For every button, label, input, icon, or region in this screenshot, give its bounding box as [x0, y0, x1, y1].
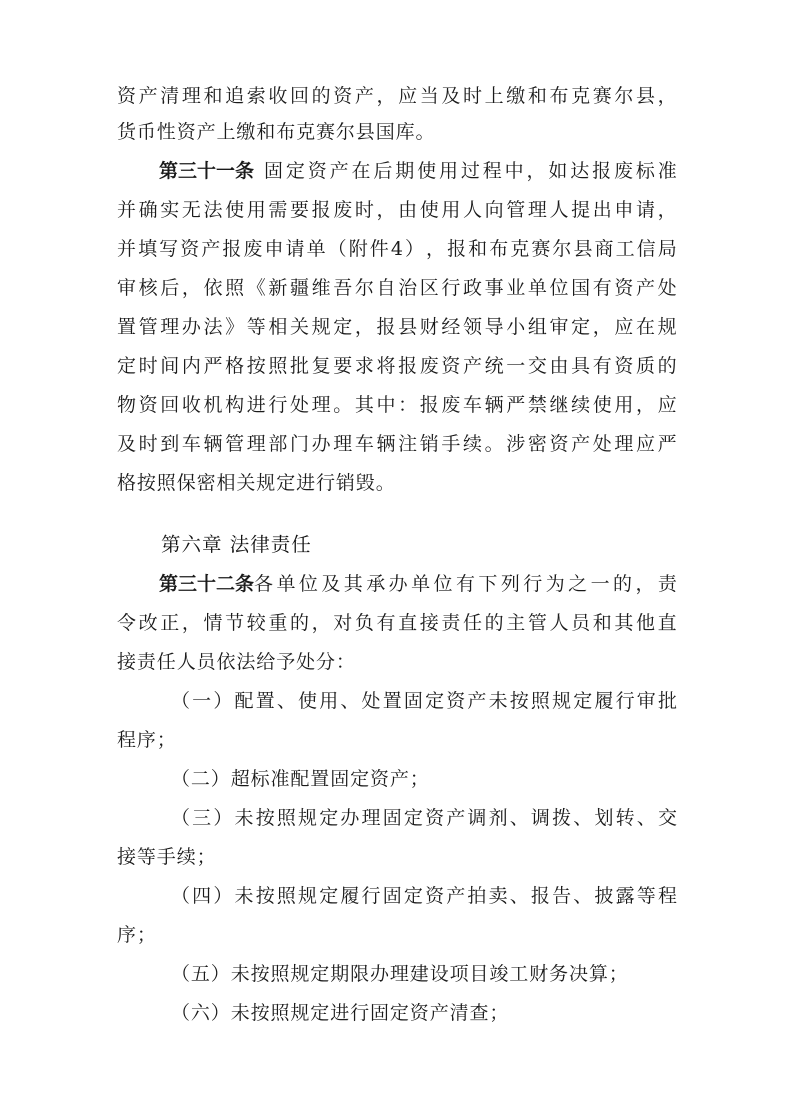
article-32-first-line: [159, 568, 677, 600]
list-item: （ 三 ） 未 按 照 规 定 办 理 固 定 资 产 调 剂 、 调 拨 、 划 转 、 交: [171, 807, 677, 829]
list-item-continuation: 接等手续；: [117, 846, 217, 868]
text-line: 各 单 位 及 其 承 办 单 位 有 下 列 行 为 之 一 的 ， 责: [254, 573, 677, 595]
text-line: 物 资 回 收 机 构 进 行 处 理 。 其 中 ： 报 废 车 辆 严 禁 继 续 使 用 ， 应: [117, 394, 677, 416]
list-item-continuation: 程序；: [117, 729, 177, 751]
article-31-first-line: [159, 155, 677, 187]
text-line: 货币性资产上缴和布克赛尔县国库。: [117, 121, 436, 143]
text-line: 接责任人员依法给予处分：: [117, 651, 356, 673]
text-line: 并 确 实 无 法 使 用 需 要 报 废 时 ， 由 使 用 人 向 管 理 人 提 出 申 请 ，: [117, 199, 677, 221]
list-item: （六）未按照规定进行固定资产清查；: [171, 1002, 510, 1024]
text-line: 审 核 后 ， 依 照 《 新 疆 维 吾 尔 自 治 区 行 政 事 业 单 位 国 有 资 产 处: [117, 277, 677, 299]
text-line: 置 管 理 办 法 》 等 相 关 规 定 ， 报 县 财 经 领 导 小 组 审 定 ， 应 在 规: [117, 316, 677, 338]
text-line: 格按照保密相关规定进行销毁。: [117, 472, 396, 494]
text-line: 令 改 正 ， 情 节 较 重 的 ， 对 负 有 直 接 责 任 的 主 管 人 员 和 其 他 直: [117, 612, 677, 634]
text-line: 及 时 到 车 辆 管 理 部 门 办 理 车 辆 注 销 手 续 。 涉 密 资 产 处 理 应 严: [117, 433, 677, 455]
list-item: （二）超标准配置固定资产；: [171, 768, 430, 790]
list-item: （ 四 ） 未 按 照 规 定 履 行 固 定 资 产 拍 卖 、 报 告 、 披 露 等 程: [171, 885, 677, 907]
list-item: （ 一 ） 配 置 、 使 用 、 处 置 固 定 资 产 未 按 照 规 定 履 行 审 批: [171, 690, 677, 712]
chapter-heading: 第六章 法律责任: [161, 533, 312, 556]
text-line: 固 定 资 产 在 后 期 使 用 过 程 中 ， 如 达 报 废 标 准: [264, 160, 677, 182]
text-line: 资 产 清 理 和 追 索 收 回 的 资 产 ， 应 当 及 时 上 缴 和 布 克 赛 尔 县 ，: [117, 85, 677, 107]
article-31-title: 第三十一条: [159, 160, 255, 182]
list-item-continuation: 序；: [117, 924, 157, 946]
article-32-title: 第三十二条: [159, 573, 255, 595]
text-line: 定 时 间 内 严 格 按 照 批 复 要 求 将 报 废 资 产 统 一 交 由 具 有 资 质 的: [117, 355, 677, 377]
text-line: 并 填 写 资 产 报 废 申 请 单 （ 附 件 4 ） ， 报 和 布 克 赛 尔 县 商 工 信 局: [117, 238, 677, 260]
list-item: （五）未按照规定期限办理建设项目竣工财务决算；: [171, 963, 629, 985]
